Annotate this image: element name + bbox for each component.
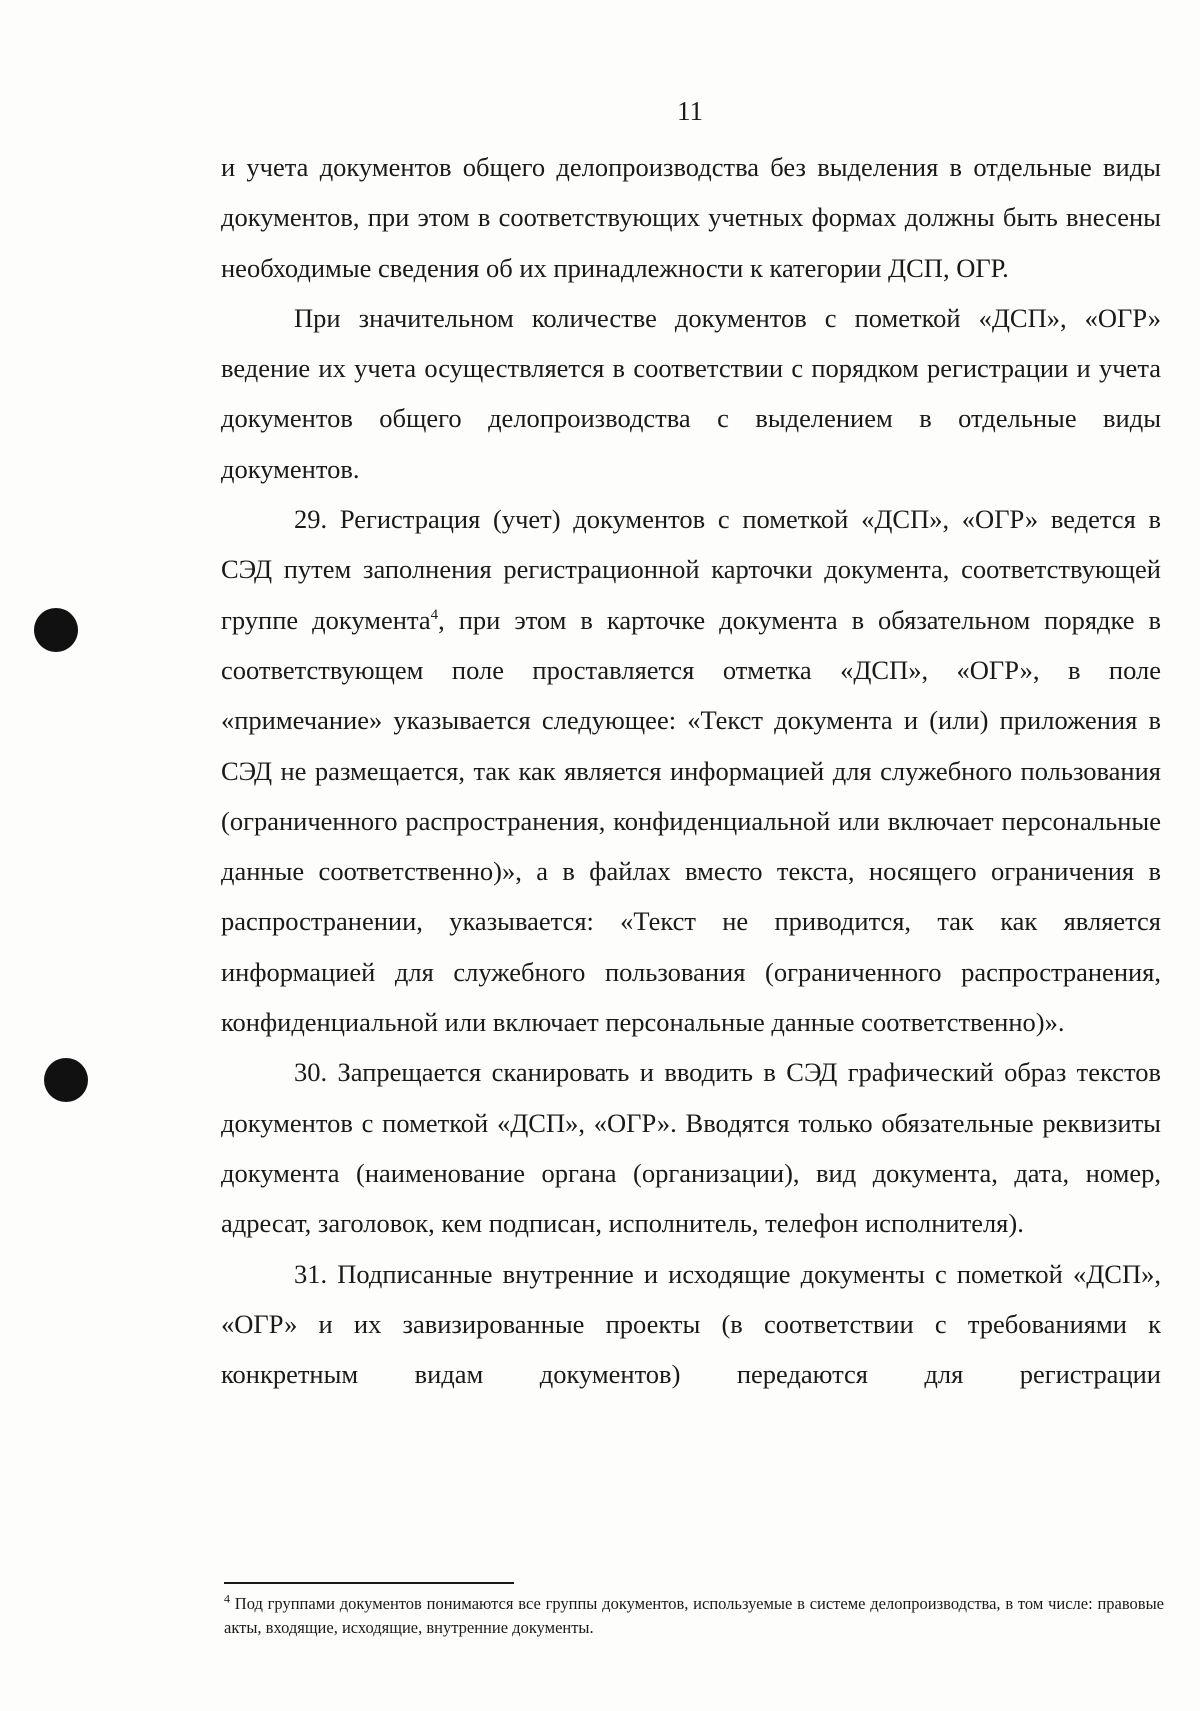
paragraph-continuation: и учета документов общего делопроизводства без выделения в отдельные виды документов, при этом в соответствующих учетных формах должны быть внесены необходимые сведения об их принадлежности к категории ДСП, ОГР. — [221, 152, 1161, 283]
paragraph-item-29 — [221, 494, 1161, 1047]
paragraph-item-30: 30. Запрещается сканировать и вводить в СЭД графический образ текстов документов с пометкой «ДСП», «ОГР». Вводятся только обязательные реквизиты документа (наименование органа (организации), вид документа, дата, номер, адресат, заголовок, кем подписан, исполнитель, телефон исполнителя). — [221, 1057, 1161, 1239]
footnote-reference: 4 — [430, 606, 439, 623]
paragraph-item-29-text-start: 29. Регистрация (учет) документов с пометкой «ДСП», «ОГР» ведется в СЭД путем заполнения регистрационной карточки документа, соответствующей группе документа — [221, 504, 1161, 635]
paragraph-item-29-text-end: , при этом в карточке документа в обязательном порядке в соответствующем поле проставляется отметка «ДСП», «ОГР», в поле «примечание» указывается следующее: «Текст документа и (или) приложения в СЭД не размещается, так как является информацией для служебного пользования (ограниченного распространения, конфиденциальной или включает персональные данные соответственно)», а в файлах вместо текста, носящего ограничения в распространении, указывается: «Текст не приводится, так как является информацией для служебного пользования (ограниченного распространения, конфиденциальной или включает персональные данные соответственно)». — [221, 604, 1161, 1038]
page-number: 11 — [677, 96, 703, 126]
paragraph-item-31: 31. Подписанные внутренние и исходящие документы с пометкой «ДСП», «ОГР» и их завизированные проекты (в соответствии с требованиями к конкретным видам документов) передаются для регистрации — [221, 1258, 1161, 1390]
document-body — [221, 142, 1161, 1399]
punch-hole-bottom — [44, 1058, 88, 1102]
footnote-separator — [224, 1582, 514, 1584]
footnote-text: Под группами документов понимаются все группы документов, используемые в системе делопроизводства, в том числе: правовые акты, входящие, исходящие, внутренние документы. — [224, 1594, 1164, 1637]
paragraph-significant-quantity: При значительном количестве документов с пометкой «ДСП», «ОГР» ведение их учета осуществляется в соответствии с порядком регистрации и учета документов общего делопроизводства с выделением в отдельные виды документов. — [221, 302, 1161, 484]
footnote — [224, 1592, 1164, 1640]
punch-hole-top — [34, 608, 78, 652]
footnote-marker: 4 — [224, 1591, 230, 1606]
